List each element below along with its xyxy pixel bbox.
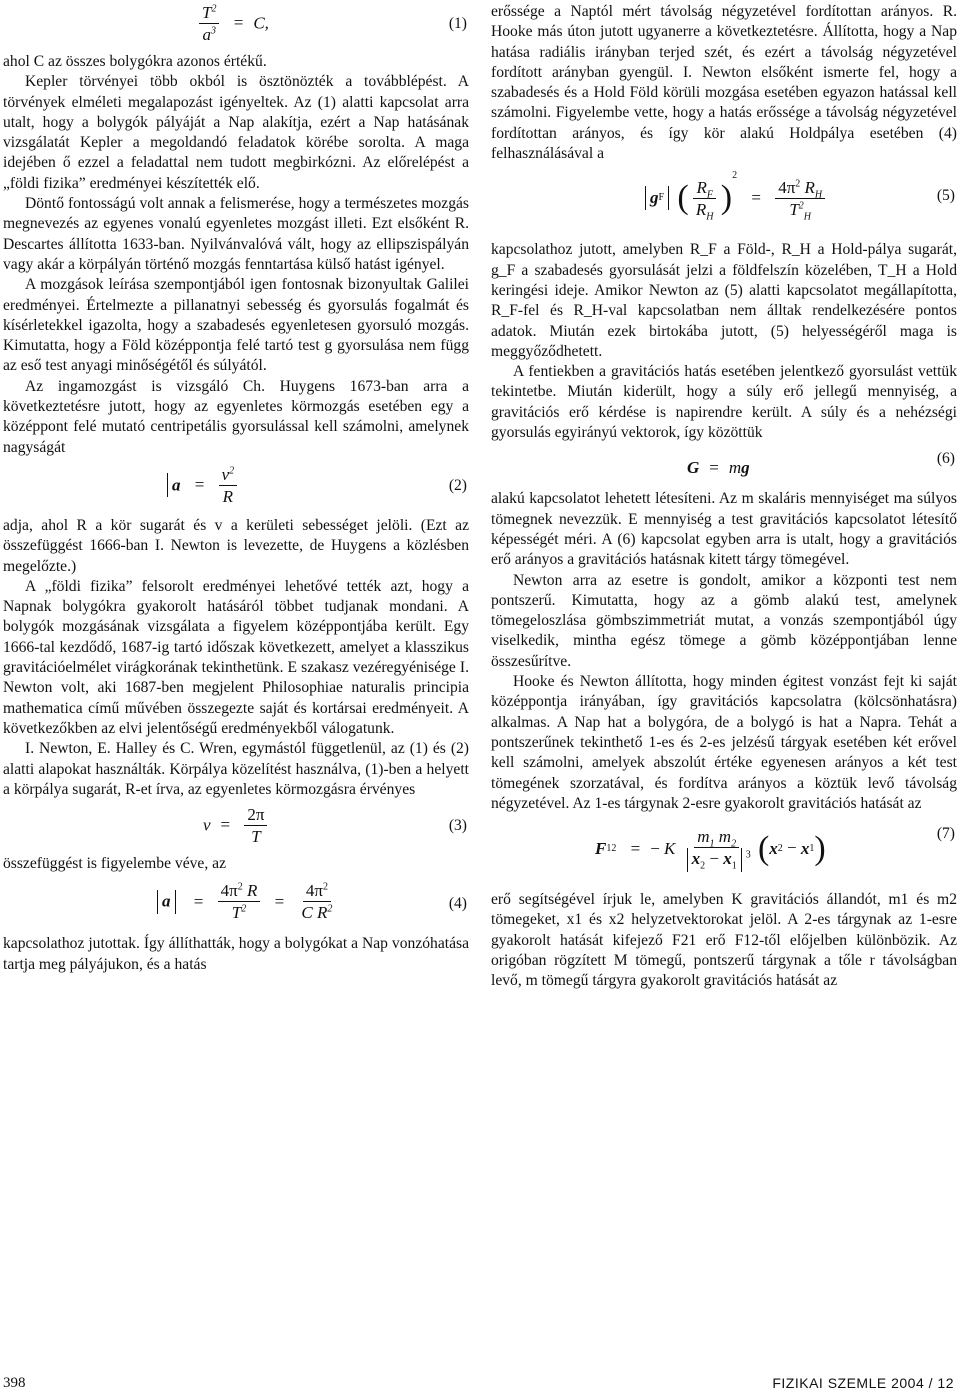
- right-column: [491, 2, 957, 992]
- eq2-number: (2): [448, 476, 467, 494]
- paragraph: Döntő fontosságú volt annak a felismerése, hogy a természetes mozgás megnevezés az egyenes vonalú egyenletes mozgást illeti. Ezt elsőként R. Descartes állította 1633-ban. Nyilvánvalóvá vált, hogy az ellipszispályán vagy akár a körpályán történő mozgás fenntartása külső hatást igényel.: [3, 195, 469, 273]
- paragraph: kapcsolathoz jutottak. Így állíthatták, hogy a bolygókat a Nap vonzóhatása tartja meg pályájukon, és a hatás: [3, 935, 469, 973]
- paragraph: erőssége a Naptól mért távolság négyzetével fordítottan arányos. R. Hooke más úton jutott ugyanerre a következtetésre. Állította, hogy a Nap hatása radiális irányban terjed szét, és ezért a távolság négyzetével fordított arányban gyengül. I. Newton elsőként ismerte fel, hogy a szabadesés és a Hold Föld körüli mozgása esetében egyazon hatással kell számolni. Figyelembe vette, hogy a hatás erőssége a távolság négyzetével fordítottan arányos, és így kör alakú Holdpálya esetében (4) felhasználásával a: [491, 3, 957, 163]
- paragraph: Hooke és Newton állította, hogy minden égitest vonzást fejt ki saját középpontja irányában, így gravitációs kapcsolatra (kölcsönhatásra) alkalmas. A Nap hat a bolygóra, de a bolygó is hat a Napra. Tehát a pontszerűnek tekinthető 1-es és 2-es jelzésű tárgyak esetében két erővel kell számolni, amelyek abszolút értéke egyenesen arányos a két test tömegének szorzatával, és fordítva arányos a köztük levő távolság négyzetével. Az 1-es tárgynak 2-esre gyakorolt gravitációs hatását az: [491, 673, 957, 812]
- equation-6: G = mg (6): [687, 450, 955, 478]
- paragraph: I. Newton, E. Halley és C. Wren, egymástól függetlenül, az (1) és (2) alatti alapokat használták. Körpálya közelítést használva, (1)-ben a helyett a körpálya sugarát, R-et írva, az egyenletes körmozgásra érvényes: [3, 740, 469, 798]
- paragraph: adja, ahol R a kör sugarát és v a kerületi sebességet jelöli. (Ezt az összefüggést 1666-ban I. Newton is levezette, de Huygens a közlésben megelőzte.): [3, 516, 469, 575]
- equation-1: $\frac{T^2}{a^3}$ = C, (1): [3, 0, 469, 52]
- paragraph: A fentiekben a gravitációs hatás esetében jelentkező gyorsulást vettük tekintetbe. Miután kiderült, hogy a súly erő jellegű mennyiség, a gravitációs erő kérdése is napirendre került. A súly és a nehézségi gyorsulás egyirányú vektorok, így közöttük: [491, 363, 957, 442]
- eq3-number: (3): [448, 817, 467, 835]
- equation-4: a = $\frac{4\pi^2 R}{T^2}$ = $\frac{4\pi^2}{C R^2}$ (4): [3, 874, 469, 934]
- eq5-number: (5): [936, 187, 955, 205]
- equation-5: gF ( $\frac{R_F}{R_H}$ )$^2$ = $\frac{4\pi^2 R_H}{T^2_H}$ (5): [491, 164, 957, 240]
- paragraph: alakú kapcsolatot lehetett létesíteni. Az m skaláris mennyiséget ma súlyos tömegnek nevezzük. E mennyiség a test gravitációs kapcsolatot létesítő képességét méri. A (6) kapcsolat egyben arra is utalt, hogy a gravitációs erő arányos a gravitációs hatásnak kitett tárgy tömegével.: [491, 490, 957, 569]
- paragraph: kapcsolathoz jutott, amelyben R_F a Föld-, R_H a Hold-pálya sugarát, g_F a szabadesés gyorsulását jelzi a földfelszín közelében, T_H a Hold keringési ideje. Amikor Newton az (5) alatti kapcsolatot megállapította, R_F-fel és R_H-val kapcsolatban nem álltak rendelkezésére pontos adatok. Miután ezek birtokába jutott, (5) helyességéről maga is meggyőződhetett.: [491, 241, 957, 360]
- eq1-fraction: $\frac{T^2}{a^3}$: [199, 2, 219, 45]
- eq7-number: (7): [936, 825, 955, 843]
- equation-2: a = $\frac{v^2}{R}$ (2): [3, 458, 469, 516]
- page-number: 398: [3, 1375, 26, 1391]
- paragraph: A „földi fizika” felsorolt eredményei lehetővé tették azt, hogy a Napnak bolygókra gyakorolt hatásáról többet tudjanak mondani. A bolygók mozgásának vizsgálata a figyelem középpontjába került. Egy 1666-tal kezdődő, 1687-ig tartó időszak következett, amelyet a klasszikus gravitációelmélet virágkorának tekinthetünk. E szakasz vezéregyénisége I. Newton volt, aki 1687-ben megjelent Philosophiae naturalis principia mathematica című művében összegezte saját és kortársai eredményeit. A következőkben az elvi jelentőségű eredményekből válogatunk.: [3, 577, 469, 737]
- paragraph: Kepler törvényei több okból is ösztönözték a továbblépést. A törvények elméleti megalapozást igényeltek. Az (1) alatti kapcsolat arra utalt, hogy a bolygók pályáját a Nap alakítja, ezért a Nap hatásának vizsgálatát Kepler a megoldandó feladatok körébe sorolta. A maga idejében ő ezzel a feladattal nem tudott megbirkózni. Az előrelépést a „földi fizika” eredményei készítették elő.: [3, 73, 469, 192]
- eq1-number: (1): [448, 15, 467, 32]
- paragraph: összefüggést is figyelembe véve, az: [3, 855, 226, 873]
- left-column: [3, 0, 469, 975]
- paragraph: Az ingamozgást is vizsgáló Ch. Huygens 1673-ban arra a következtetésre jutott, hogy az egyenletes körmozgás esetében egy a középpont felé mutató centripetális gyorsulással kell számolni, amelynek nagyságát: [3, 377, 469, 456]
- paragraph: A mozgások leírása szempontjából igen fontosnak bizonyultak Galilei eredményei. Értelmezte a pillanatnyi sebesség és gyorsulás fogalmát és kísérletekkel igazolta, hogy a szabadesés egyenletesen gyorsuló mozgás. Kimutatta, hogy a Föld középpontja felé tartó test g gyorsulása nem függ az eső test anyagi minőségétől és súlyától.: [3, 276, 469, 375]
- paragraph: Newton arra az esetre is gondolt, amikor a központi test nem pontszerű. Kimutatta, hogy az a gömb alakú test, amelynek tömegeloszlása gömbszimmetriát mutat, a vonzás szempontjából úgy viselkedik, mintha egész tömege a gömb középpontjában lenne összesűrítve.: [491, 571, 957, 670]
- equation-7: F12 = − K $\frac{m_1 m_2}{x_2 - x_1^3}$ (x2 − x1) (7): [595, 825, 955, 872]
- eq4-number: (4): [448, 895, 467, 913]
- paragraph: erő segítségével írjuk le, amelyben K gravitációs állandót, m1 és m2 tömegeket, x1 és x2 helyzetvektorokat jelöl. A 2-es tárgynak az 1-esre gyakorolt hatását kifejező F21 erő F12-től előjelben különbözik. Az origóban rögzített M tömegű, pontszerű tárgynak a tőle r távolságban levő, m tömegű tárgyra gyakorolt gravitációs hatását az: [491, 891, 957, 990]
- equation-3: v = $\frac{2\pi}{T}$ (3): [203, 805, 467, 847]
- journal-name: FIZIKAI SZEMLE 2004 / 12: [772, 1375, 954, 1391]
- eq6-number: (6): [936, 450, 955, 468]
- eq1-rhs: C,: [253, 13, 269, 33]
- paragraph: ahol C az összes bolygókra azonos értékű.: [3, 53, 267, 70]
